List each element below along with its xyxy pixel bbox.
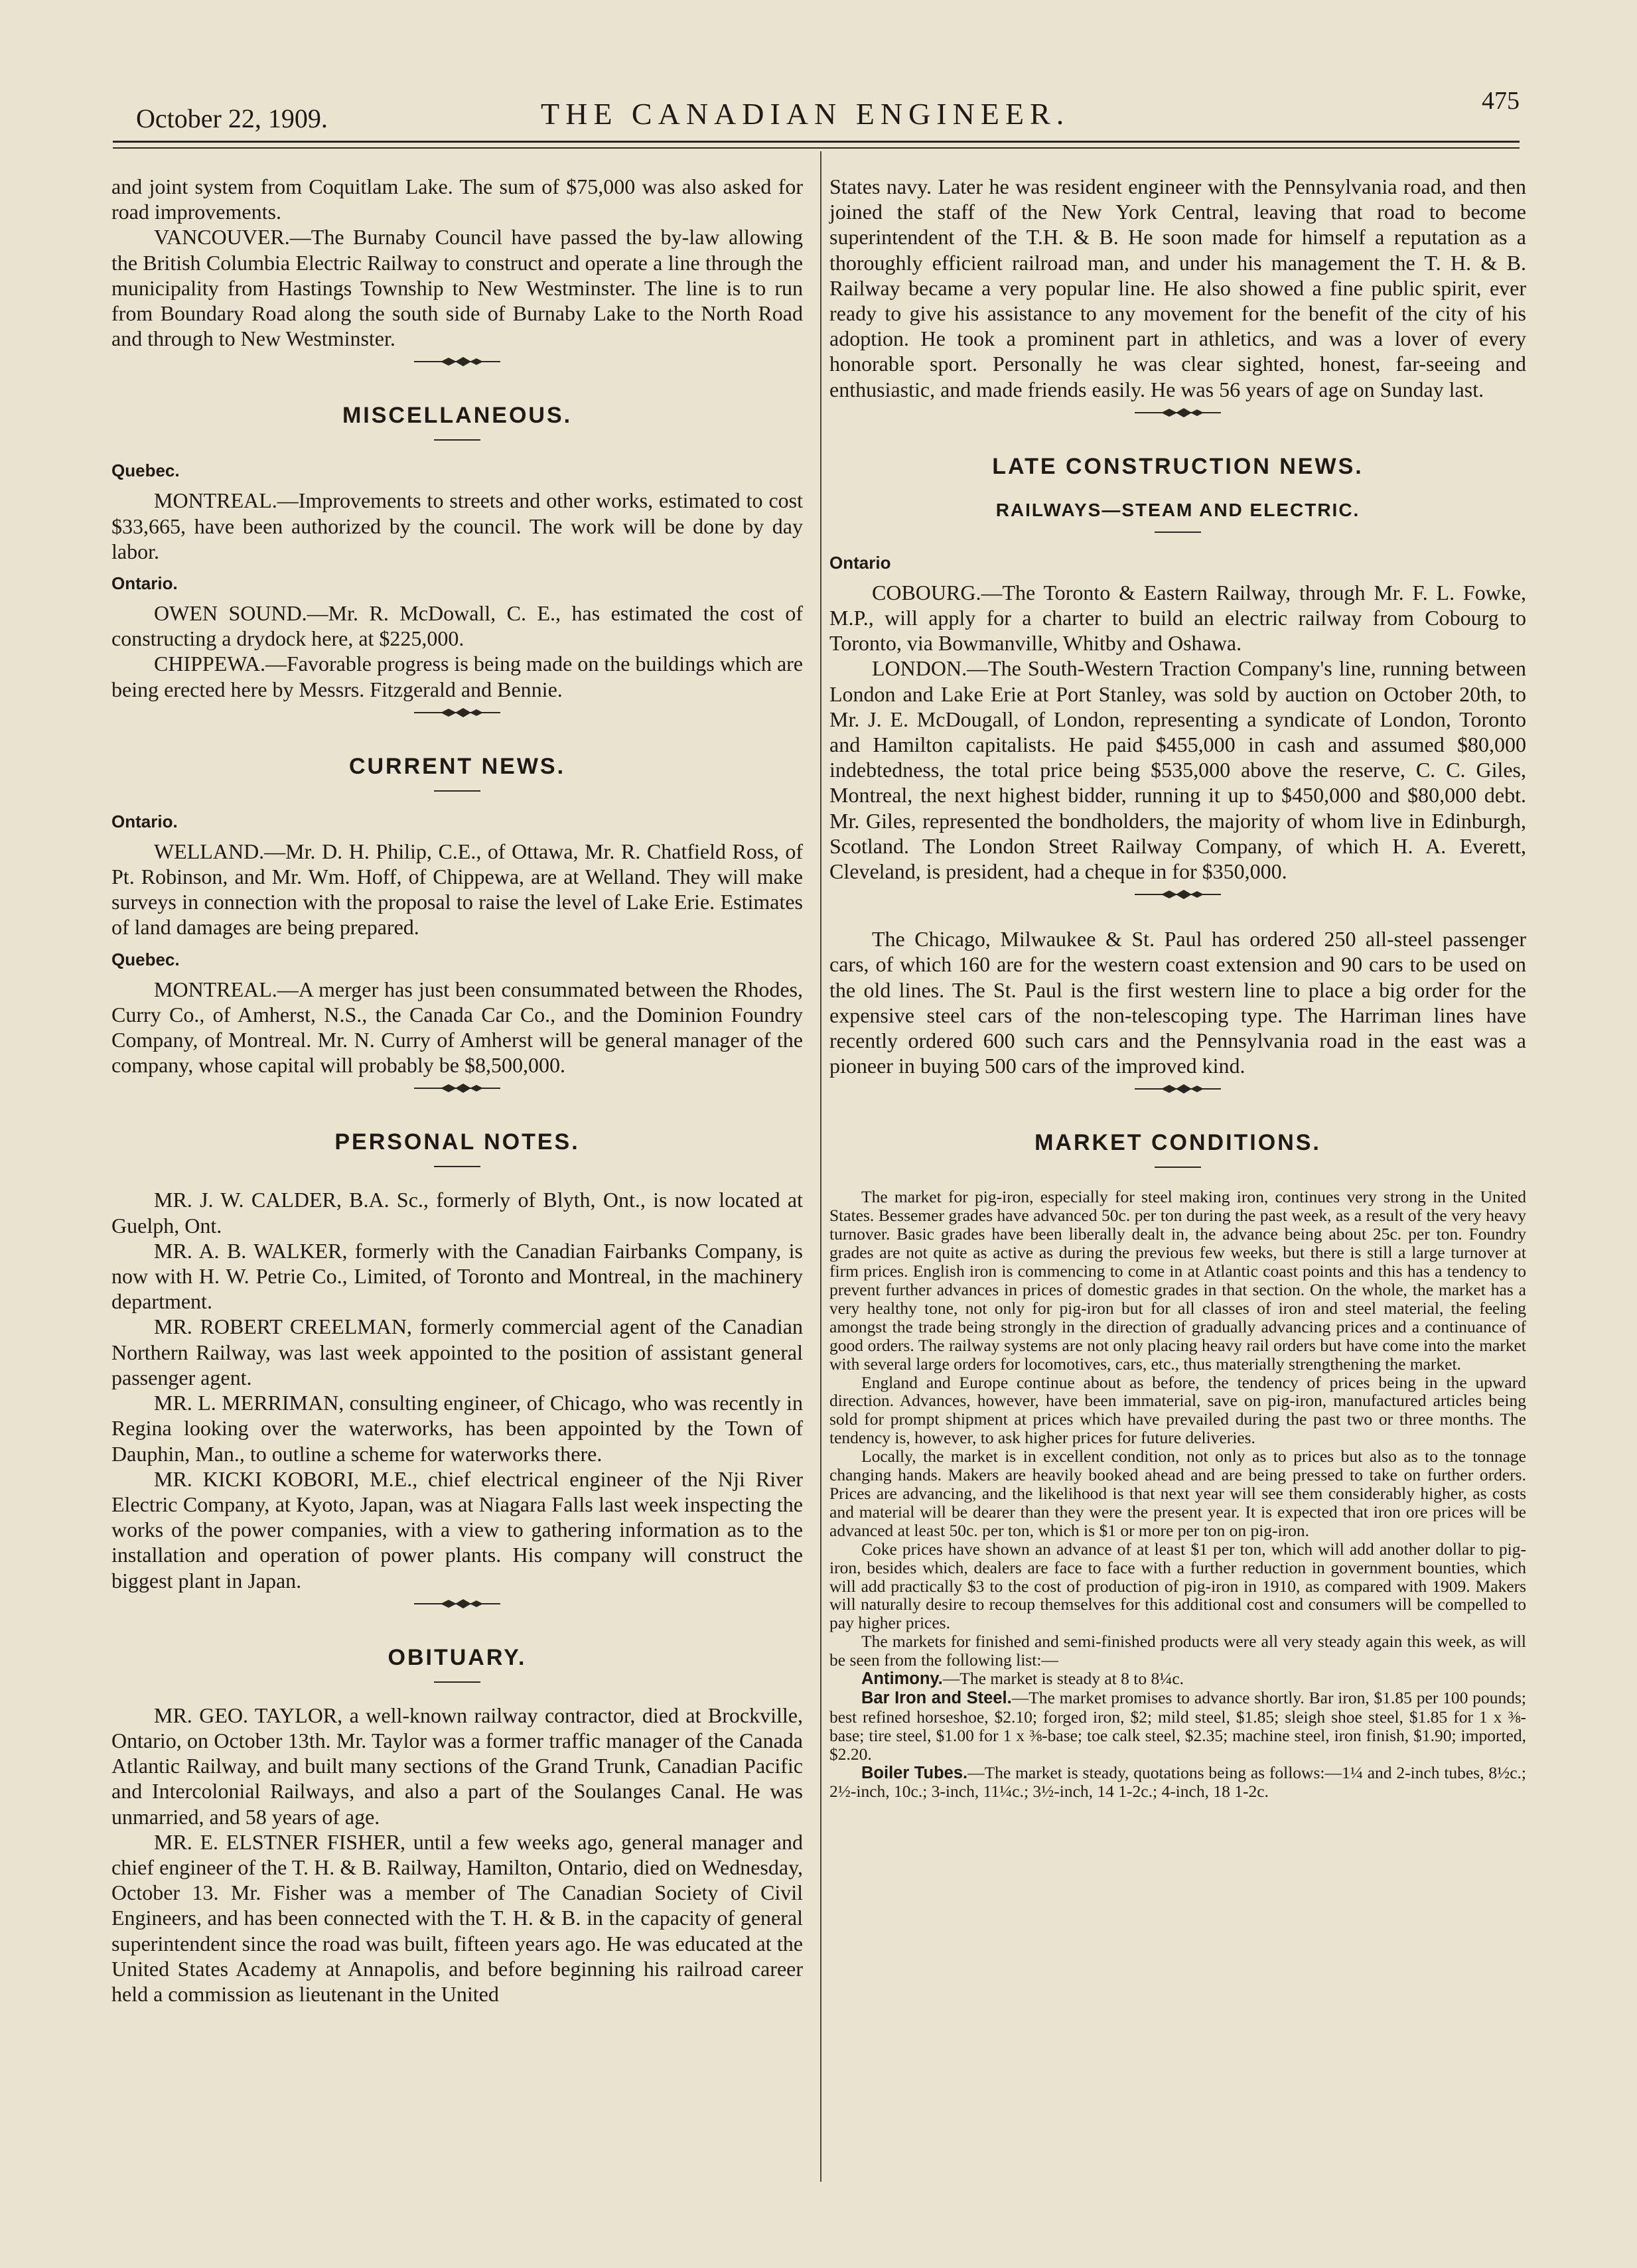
personal-note: MR. J. W. CALDER, B.A. Sc., formerly of Blyth, Ont., is now located at Guelph, Ont. — [111, 1188, 803, 1238]
ornament-divider — [111, 355, 803, 374]
ornament-divider — [111, 1597, 803, 1616]
right-column — [829, 174, 1526, 1801]
ornament-divider — [829, 888, 1526, 906]
column-divider — [820, 151, 821, 2182]
intro-paragraph: and joint system from Coquitlam Lake. The sum of $75,000 was also asked for road improvements. — [111, 175, 803, 224]
page-number: 475 — [1482, 87, 1520, 115]
region-label: Quebec. — [111, 949, 180, 969]
boiler-tubes-text: —The market is steady, quotations being as follows:—1¼ and 2-inch tubes, 8½c.; 2½-inch, 10c.; 3-inch, 11¼c.; 3½-inch, 14 1-2c.; 4-inch, 18 1-2c. — [829, 1762, 1527, 1802]
antimony-text: —The market is steady at 8 to 8¼c. — [942, 1669, 1184, 1689]
vancouver-paragraph: VANCOUVER.—The Burnaby Council have passed the by-law allowing the British Columbia Electric Railway to construct and operate a line through the municipality from Hastings Township to New Westminster. The line is to run from Boundary Road along the south side of Burnaby Lake to the North Road and through to New Westminster. — [111, 225, 803, 351]
cobourg-paragraph: COBOURG.—The Toronto & Eastern Railway, through Mr. F. L. Fowke, M.P., will apply for a charter to build an electric railway from Cobourg to Toronto, via Bowmanville, Whitby and Oshawa. — [829, 580, 1526, 656]
header-rule-secondary — [113, 147, 1520, 149]
market-conditions-heading: MARKET CONDITIONS. — [1034, 1130, 1321, 1156]
late-construction-heading: LATE CONSTRUCTION NEWS. — [992, 453, 1364, 479]
obituary-heading: OBITUARY. — [388, 1644, 527, 1670]
region-label: Ontario — [829, 552, 891, 573]
boiler-tubes-label: Boiler Tubes. — [861, 1763, 968, 1782]
heading-rule — [434, 1681, 480, 1683]
chippewa-paragraph: CHIPPEWA.—Favorable progress is being made on the buildings which are being erected here by Messrs. Fitzgerald and Bennie. — [111, 652, 803, 701]
market-paragraph: Coke prices have shown an advance of at least $1 per ton, which will add another dollar to pig-iron, besides which, dealers are face to face with a further reduction in government bounties, which will add practically $3 to the cost of production of pig-iron in 1910, as compared with 1909. Makers will naturally desire to recoup themselves for this additional cost and consumers will be compelled to pay higher prices. — [829, 1539, 1526, 1633]
heading-rule — [1155, 1167, 1201, 1168]
personal-note: MR. L. MERRIMAN, consulting engineer, of Chicago, who was recently in Regina looking over the waterworks, has been appointed by the Town of Dauphin, Man., to outline a scheme for waterworks there. — [111, 1391, 803, 1466]
montreal-merger-paragraph: MONTREAL.—A merger has just been consummated between the Rhodes, Curry Co., of Amherst, N.S., the Canada Car Co., and the Dominion Foundry Company, of Montreal. Mr. N. Curry of Amherst will be general manager of the company, whose capital will probably be $8,500,000. — [111, 977, 803, 1078]
boiler-tubes-entry — [829, 1764, 1526, 1802]
left-column — [111, 174, 803, 2007]
market-paragraph: The markets for finished and semi-finished products were all very steady again this week, as will be seen from the following list:— — [829, 1632, 1526, 1670]
owen-sound-paragraph: OWEN SOUND.—Mr. R. McDowall, C. E., has estimated the cost of constructing a drydock here, at $225,000. — [111, 601, 803, 651]
railways-subheading: RAILWAYS—STEAM AND ELECTRIC. — [995, 499, 1360, 520]
obituary-continued-paragraph: States navy. Later he was resident engineer with the Pennsylvania road, and then joined the staff of the New York Central, leaving that road to become superintendent of the T.H. & B. He soon made for himself a reputation as a thoroughly efficient railroad man, and under his management the T. H. & B. Railway became a very popular line. He also showed a fine public spirit, ever ready to give his assistance to any movement for the benefit of the city of his adoption. He took a prominent part in athletics, and was a lover of every honorable sport. Personally he was clear sighted, honest, far-seeing and enthusiastic, and made friends easily. He was 56 years of age on Sunday last. — [829, 175, 1526, 401]
ornament-divider — [829, 1082, 1526, 1101]
bar-iron-entry — [829, 1689, 1526, 1764]
region-label: Ontario. — [111, 811, 178, 831]
bar-iron-label: Bar Iron and Steel. — [861, 1688, 1012, 1707]
antimony-entry — [829, 1669, 1526, 1689]
personal-note: MR. KICKI KOBORI, M.E., chief electrical engineer of the Nji River Electric Company, at Kyoto, Japan, was at Niagara Falls last week inspecting the works of the power companies, with a view to gathering information as to the installation and operation of power plants. His company will construct the biggest plant in Japan. — [111, 1466, 803, 1593]
antimony-label: Antimony. — [861, 1669, 943, 1689]
welland-paragraph: WELLAND.—Mr. D. H. Philip, C.E., of Ottawa, Mr. R. Chatfield Ross, of Pt. Robinson, and Mr. Wm. Hoff, of Chippewa, are at Welland. They will make surveys in connection with the proposal to raise the level of Lake Erie. Estimates of land damages are being prepared. — [111, 839, 803, 940]
market-paragraph: The market for pig-iron, especially for steel making iron, continues very strong in the United States. Bessemer grades have advanced 50c. per ton during the past week, as a result of the very heavy turnover. Basic grades have been liberally dealt in, the advance being about 25c. per ton. Foundry grades are not quite as active as during the previous few weeks, but there is still a large turnover at firm prices. English iron is commencing to come in at Atlantic coast points and this has a tendency to prevent further advances in prices of domestic grades in that section. On the whole, the market has a very healthy tone, not only for pig-iron but for all classes of iron and steel material, the feeling amongst the trade being strongly in the direction of gradually advancing prices and a continuance of good orders. The railway systems are not only placing heavy rail orders but have come into the market with several large orders for locomotives, cars, etc., thus materially strengthening the market. — [829, 1187, 1526, 1374]
current-news-heading: CURRENT NEWS. — [348, 753, 566, 779]
market-paragraph: Locally, the market is in excellent condition, not only as to prices but also as to the tonnage changing hands. Makers are heavily booked ahead and are being pressed to take on further orders. Prices are advancing, and the likelihood is that next year will see them considerably higher, as costs and material will be dearer than they were the present year. It is expected that iron ore prices will be advanced at least 50c. per ton, which is $1 or more per ton on pig-iron. — [829, 1447, 1526, 1540]
market-conditions-body — [829, 1188, 1526, 1801]
chicago-milwaukee-paragraph: The Chicago, Milwaukee & St. Paul has ordered 250 all-steel passenger cars, of which 160 are for the western coast extension and 90 cars to be used on the old lines. The St. Paul is the first western line to place a big order for the expensive steel cars of the non-telescoping type. The Harriman lines have recently ordered 600 such cars and the Pennsylvania road in the east was a pioneer in buying 500 cars of the improved kind. — [829, 927, 1526, 1078]
london-paragraph: LONDON.—The South-Western Traction Company's line, running between London and Lake Erie at Port Stanley, was sold by auction on October 20th, to Mr. J. E. McDougall, of London, representing a syndicate of London, Toronto and Hamilton capitalists. He paid $455,000 in cash and assumed $80,000 indebtedness, the total price being $535,000 above the reserve, C. C. Giles, Montreal, the next highest bidder, running it up to $450,000 and $80,000 debt. Mr. Giles, represented the bondholders, the majority of whom live in Edinburgh, Scotland. The London Street Railway Company, of which H. A. Everett, Cleveland, is president, had a cheque in for $350,000. — [829, 656, 1526, 884]
bar-iron-text: —The market promises to advance shortly. Bar iron, $1.85 per 100 pounds; best refined horseshoe, $2.10; forged iron, $2; mild steel, $1.85; sleigh shoe steel, $1.85 for 1 x ⅜-base; tire steel, $1.00 for 1 x ⅜-base; toe calk steel, $2.35; machine steel, iron finish, $1.90; imported, $2.20. — [829, 1687, 1526, 1764]
header-date: October 22, 1909. — [136, 104, 328, 133]
header-title: THE CANADIAN ENGINEER. — [541, 97, 1070, 131]
page-header — [136, 63, 1520, 133]
region-label: Quebec. — [111, 461, 180, 481]
heading-rule — [434, 1166, 480, 1167]
personal-notes-heading: PERSONAL NOTES. — [334, 1129, 580, 1155]
obituary-paragraph: MR. E. ELSTNER FISHER, until a few weeks ago, general manager and chief engineer of the T. H. & B. Railway, Hamilton, Ontario, died on Wednesday, October 13. Mr. Fisher was a member of The Canadian Society of Civil Engineers, and has been connected with the T. H. & B. in the capacity of general superintendent since the road was built, fifteen years ago. He was educated at the United States Academy at Annapolis, and before beginning his railroad career held a commission as lieutenant in the United — [111, 1829, 803, 2006]
ornament-divider — [829, 406, 1526, 425]
personal-note: MR. ROBERT CREELMAN, formerly commercial agent of the Canadian Northern Railway, was last week appointed to the position of assistant general passenger agent. — [111, 1314, 803, 1389]
header-rule — [113, 141, 1520, 143]
montreal-improvements-paragraph: MONTREAL.—Improvements to streets and other works, estimated to cost $33,665, have been authorized by the council. The work will be done by day labor. — [111, 488, 803, 563]
obituary-paragraph: MR. GEO. TAYLOR, a well-known railway contractor, died at Brockville, Ontario, on October 13th. Mr. Taylor was a former traffic manager of the Canada Atlantic Railway, and built many sections of the Grand Trunk, Canadian Pacific and Intercolonial Railways, and also a part of the Soulanges Canal. He was unmarried, and 58 years of age. — [111, 1703, 803, 1829]
market-paragraph: England and Europe continue about as before, the tendency of prices being in the upward direction. Advances, however, have been immaterial, save on pig-iron, manufactured articles being sold for prompt shipment at prices which have prevailed during the past two or three months. The tendency is, however, to ask higher prices for future deliveries. — [829, 1372, 1526, 1448]
ornament-divider — [111, 706, 803, 725]
miscellaneous-heading: MISCELLANEOUS. — [342, 403, 573, 429]
heading-rule — [1155, 532, 1201, 533]
region-label: Ontario. — [111, 573, 178, 594]
heading-rule — [434, 790, 480, 792]
heading-rule — [434, 439, 480, 441]
personal-note: MR. A. B. WALKER, formerly with the Canadian Fairbanks Company, is now with H. W. Petrie Co., Limited, of Toronto and Montreal, in the machinery department. — [111, 1238, 803, 1314]
ornament-divider — [111, 1082, 803, 1100]
